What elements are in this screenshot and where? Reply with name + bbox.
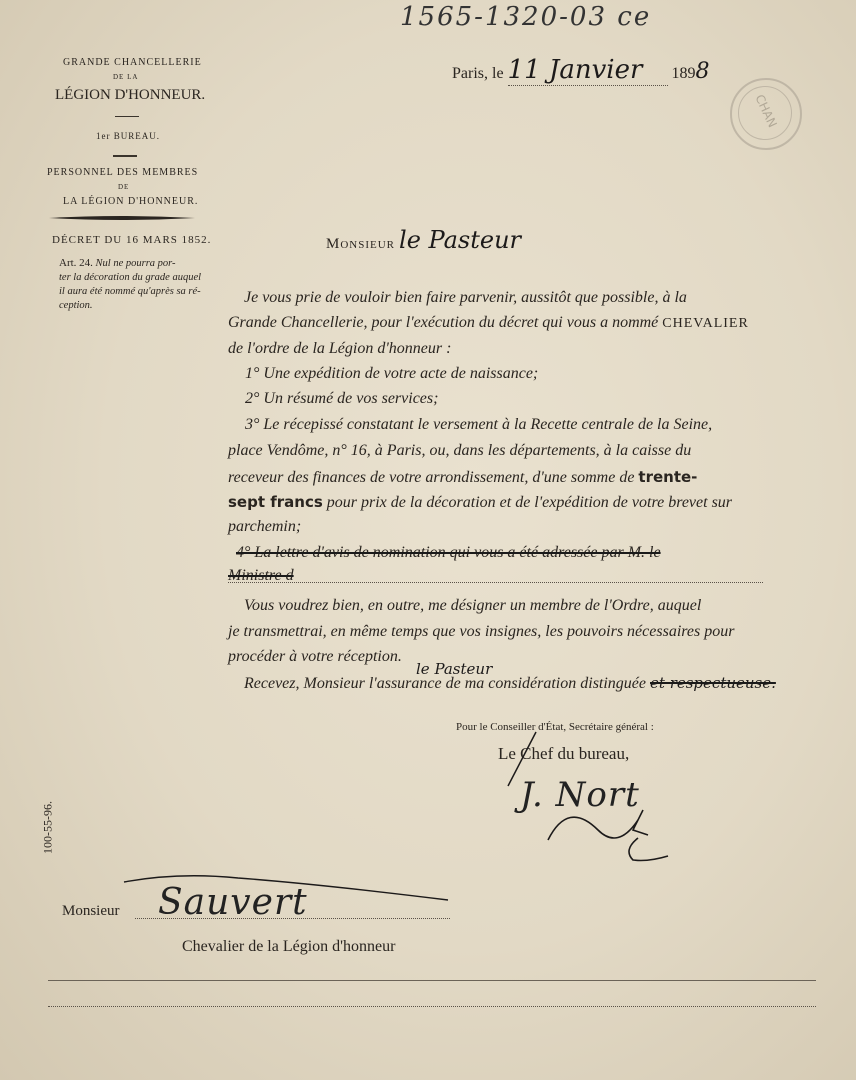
item-3-line-4: sept francs pour prix de la décoration et de l'expédition de votre brevet sur [228, 493, 733, 511]
bottom-rule-1 [48, 980, 816, 981]
date-year-prefix: 189 [671, 65, 696, 82]
date-handwritten: 11 Janvier [508, 55, 668, 86]
signature-flourish [538, 790, 678, 870]
archive-reference: 1565-1320-03 ce [400, 2, 652, 32]
item-4-line-1-struck: 4° La lettre d'avis de nomination qui vous a été adressée par M. le [236, 544, 661, 561]
item-4-line-2-struck: Ministre d [228, 567, 294, 584]
body-line-3: de l'ordre de la Légion d'honneur : [228, 340, 452, 357]
item-4-fill-line [228, 582, 763, 583]
body-line-1: Je vous prie de vouloir bien faire parvenir, aussitôt que possible, à la [244, 289, 687, 306]
header-article: Art. 24. Nul ne pourra por- ter la décoration du grade auquel il aura été nommé qu'après sa ré- ception. [59, 257, 202, 311]
item-3-line-5: parchemin; [228, 518, 302, 535]
recipient-title: Chevalier de la Légion d'honneur [182, 938, 396, 955]
signature-handwritten: J. Nort [520, 775, 640, 815]
header-decree: DÉCRET DU 16 MARS 1852. [52, 234, 212, 246]
paragraph-2-line-3: procéder à votre réception. [228, 648, 402, 665]
header-bureau: 1er BUREAU. [96, 131, 160, 141]
paragraph-2-line-2: je transmettrai, en même temps que vos insignes, les pouvoirs nécessaires pour [228, 623, 735, 640]
item-1: 1° Une expédition de votre acte de naissance; [245, 365, 539, 382]
salutation-handwritten: le Pasteur [399, 226, 521, 254]
header-chancellerie: GRANDE CHANCELLERIE [63, 57, 202, 68]
signature-for-line: Pour le Conseiller d'État, Secrétaire général : [456, 721, 654, 733]
salutation [326, 226, 521, 254]
header-legion: LÉGION D'HONNEUR. [55, 87, 206, 103]
date-prefix: Paris, le [452, 65, 504, 82]
closing-insert-handwritten: le Pasteur [416, 660, 493, 678]
header-rule-2 [113, 155, 137, 157]
item-3-line-1: 3° Le récepissé constatant le versement à la Recette centrale de la Seine, [245, 416, 713, 433]
item-3-line-2: place Vendôme, n° 16, à Paris, ou, dans les départements, à la caisse du [228, 442, 692, 459]
paragraph-2-line-1: Vous voudrez bien, en outre, me désigner un membre de l'Ordre, auquel [244, 597, 702, 614]
bottom-rule-2 [48, 1006, 816, 1007]
date-year-handwritten: 8 [695, 59, 710, 84]
date-line [452, 55, 710, 86]
side-code: 100-55-96. [40, 801, 55, 854]
header-personnel: PERSONNEL DES MEMBRES [47, 167, 199, 178]
closing-line: Recevez, Monsieur l'assurance de ma considération distinguée et respectueuse. [244, 674, 776, 692]
signature-title: Le Chef du bureau, [498, 744, 630, 763]
header-rule-1 [115, 116, 139, 117]
item-2: 2° Un résumé de vos services; [245, 390, 439, 407]
item-3-line-3: receveur des finances de votre arrondissement, d'une somme de trente- [228, 468, 698, 486]
salutation-printed: Monsieur [326, 236, 396, 252]
header-la-legion: LA LÉGION D'HONNEUR. [63, 196, 199, 207]
recipient-name-flourish [118, 870, 458, 910]
recipient-label: Monsieur [62, 903, 120, 919]
body-line-2: Grande Chancellerie, pour l'exécution du décret qui vous a nommé CHEVALIER [228, 314, 749, 331]
header-de: DE [118, 183, 130, 191]
header-ornament-rule [47, 214, 197, 222]
chancellerie-stamp: CHAN [730, 78, 802, 150]
header-de-la: DE LA [113, 73, 139, 81]
recipient-name: Sauvert [158, 882, 308, 923]
